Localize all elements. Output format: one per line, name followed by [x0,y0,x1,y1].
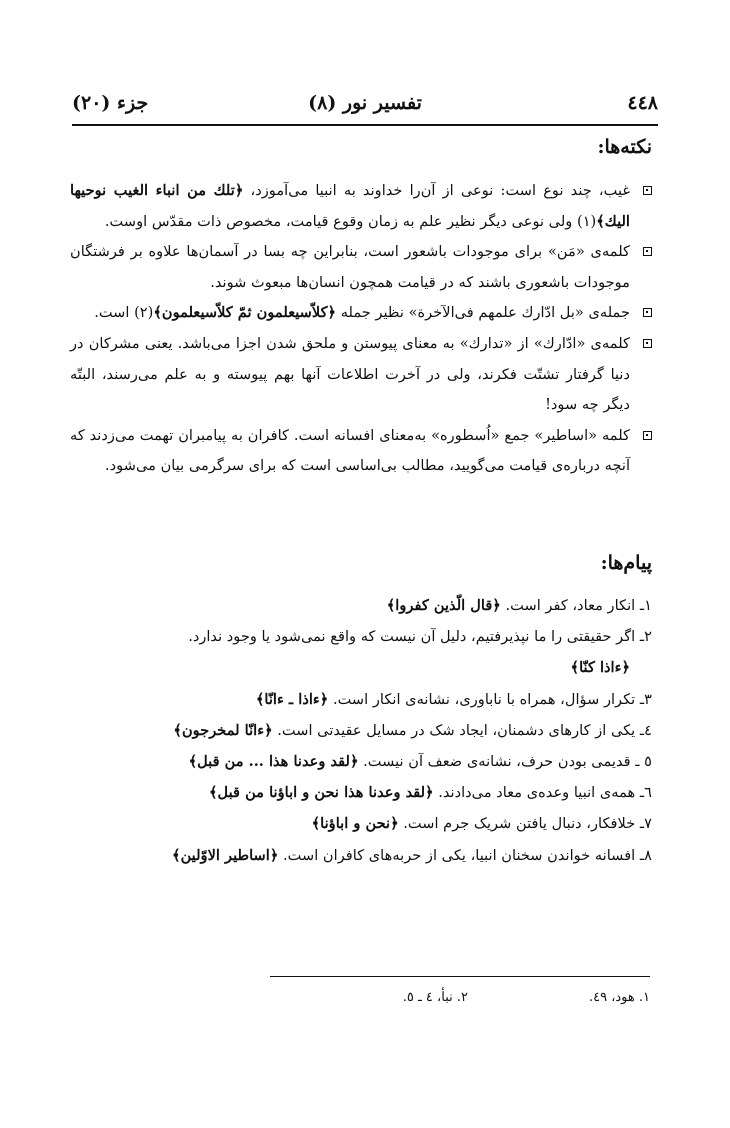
message-item: ٣ـ تکرار سؤال، همراه با ناباوری، نشانه‌ی انکار است. ﴿ءاذا ـ ءانّا﴾ [255,690,652,708]
square-bullet-icon [643,247,652,256]
running-header [72,92,658,122]
message-item: ١ـ انکار معاد، کفر است. ﴿قال الّذین کفروا﴾ [386,597,652,614]
quran-quote: ﴿اساطیر الاوّلین﴾ [172,846,279,864]
messages-heading: پیام‌ها: [600,552,652,574]
quran-quote: ﴿ءاذا کنّا﴾ [570,659,630,677]
quran-quote: ﴿قال الّذین کفروا﴾ [386,597,501,614]
notes-list [70,176,652,482]
note-item: جمله‌ی «بل ادّارك علمهم فی‌الآخرة» نظیر جمله ﴿کلاّسیعلمون ثمّ کلاّسیعلمون﴾(٢) است. [70,298,652,329]
square-bullet-icon [643,431,652,440]
quran-quote: ﴿تلك من انباء الغیب نوحیها الیك﴾ [70,182,630,230]
message-item: ٥ ـ قدیمی بودن حرف، نشانه‌ی ضعف آن نیست. ﴿لقد وعدنا هذا ... من قبل﴾ [188,753,652,771]
note-item: کلمه‌ی «مَن» برای موجودات باشعور است، بنابراین چه بسا در آسمان‌ها علاوه بر فرشتگان موجودات باشعوری باشند که در قیامت همچون انسان‌ها مبعوث شوند. [70,237,652,298]
note-item: کلمه «اساطیر» جمع «اُسطوره» به‌معنای افسانه است. کافران به پیامبران تهمت می‌زدند که آنچه درباره‌ی قیامت می‌گویید، مطالب بی‌اساسی است که برای سرگرمی بیان می‌شود. [70,421,652,482]
messages-list [70,590,652,871]
footnote-rule [270,976,650,977]
message-item-continuation [70,652,652,683]
quran-quote: ﴿لقد وعدنا هذا نحن و اباؤنا من قبل﴾ [209,784,434,802]
square-bullet-icon [643,308,652,317]
quran-quote: ﴿کلاّسیعلمون ثمّ کلاّسیعلمون﴾ [153,304,337,322]
part-number: جزء (٢٠) [72,92,149,114]
quran-quote: ﴿ءانّا لمخرجون﴾ [173,721,273,739]
message-item: ٨ـ افسانه خواندن سخنان انبیا، یکی از حربه‌های کافران است. ﴿اساطیر الاوّلین﴾ [172,846,652,864]
header-rule [72,124,658,126]
footnote-1: ١. هود، ٤٩. [588,990,650,1005]
message-item: ٤ـ یکی از کارهای دشمنان، ایجاد شک در مسایل عقیدتی است. ﴿ءانّا لمخرجون﴾ [173,721,652,739]
note-item: کلمه‌ی «ادّارك» از «تدارك» به معنای پیوستن و ملحق شدن اجزا می‌باشد. یعنی مشرکان در دنیا گرفتار تشتّت فکرند، ولی در آخرت اطلاعات آنها بهم پیوسته و به علم می‌رسند، البتّه دیگر چه سود! [70,329,652,421]
square-bullet-icon [643,186,652,195]
quran-quote: ﴿ءاذا ـ ءانّا﴾ [255,690,329,708]
square-bullet-icon [643,339,652,348]
notes-heading: نکته‌ها: [597,136,652,158]
message-item: ٢ـ اگر حقیقتی را ما نپذیرفتیم، دلیل آن نیست که واقع نمی‌شود یا وجود ندارد. [188,628,652,646]
note-item: غیب، چند نوع است: نوعی از آن‌را خداوند به انبیا می‌آموزد، ﴿تلك من انباء الغیب نوحیها الیك﴾(١) ولی نوعی دیگر نظیر علم به زمان وقوع قیامت، مخصوص ذات مقدّس اوست. [70,176,652,237]
footnote-2: ٢. نبأ، ٤ ـ ٥. [402,990,468,1005]
quran-quote: ﴿لقد وعدنا هذا ... من قبل﴾ [188,753,359,771]
message-item: ٧ـ خلافکار، دنبال یافتن شریک جرم است. ﴿نحن و اباؤنا﴾ [311,815,652,833]
book-title: تفسیر نور (٨) [308,92,422,114]
quran-quote: ﴿نحن و اباؤنا﴾ [311,815,399,833]
page-number: ٤٤٨ [627,92,658,114]
message-item: ٦ـ همه‌ی انبیا وعده‌ی معاد می‌دادند. ﴿لقد وعدنا هذا نحن و اباؤنا من قبل﴾ [209,784,652,802]
